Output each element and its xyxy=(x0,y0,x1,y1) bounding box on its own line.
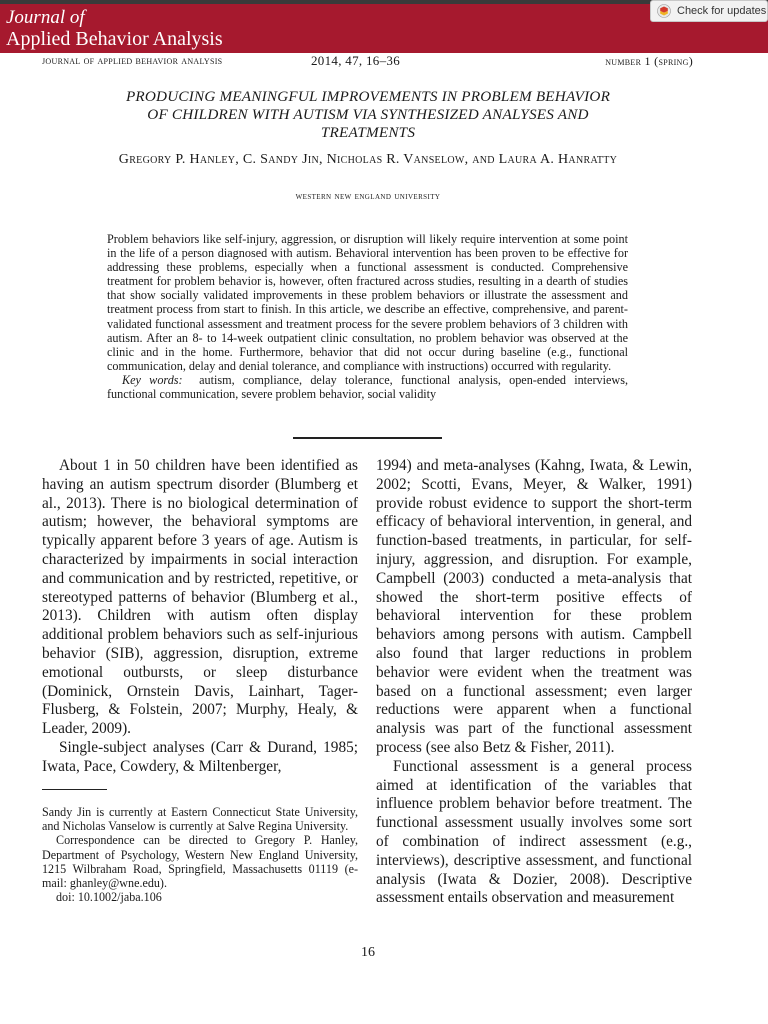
keywords-label: Key words: xyxy=(122,372,183,387)
article-authors: Gregory P. Hanley, C. Sandy Jin, Nicholas R. Vanselow, and Laura A. Hanratty xyxy=(118,152,618,167)
keywords xyxy=(107,373,628,401)
body-paragraph: 1994) and meta-analyses (Kahng, Iwata, & Lewin, 2002; Scotti, Evans, Meyer, & Walker, 1991) provide robust evidence to support the short-term efficacy of behavioral intervention, in general, and function-based treatments, in particular, for self-injury, aggression, and disruption. For example, Campbell (2003) conducted a meta-analysis that showed the short-term positive effects of behavioral intervention for these problem behaviors among persons with autism. Campbell also found that larger reductions in problem behavior were evident when the treatment was based on a functional assessment; even larger reductions were apparent when a functional analysis was part of the functional assessment process (see also Betz & Fisher, 2011). xyxy=(376,457,692,756)
footnote-correspondence: Correspondence can be directed to Gregory P. Hanley, Department of Psychology, Western New England University, 1215 Wilbraham Road, Springfield, Massachusetts 01119 (e-mail: ghanley@wne.edu). xyxy=(42,833,358,891)
journal-logo xyxy=(6,8,223,49)
running-head-journal: journal of applied behavior analysis xyxy=(42,55,223,67)
footnote-rule xyxy=(42,789,107,790)
check-for-updates-button[interactable] xyxy=(650,0,768,22)
crossmark-icon xyxy=(657,4,671,18)
section-divider xyxy=(293,437,442,439)
body-paragraph: Single-subject analyses (Carr & Durand, 1985; Iwata, Pace, Cowdery, & Miltenberger, xyxy=(42,738,358,775)
keywords-list: autism, compliance, delay tolerance, functional analysis, open-ended interviews, functional communication, severe problem behavior, social validity xyxy=(107,372,629,402)
page-number: 16 xyxy=(361,945,375,960)
check-for-updates-label: Check for updates xyxy=(677,5,767,17)
footnote-affiliation-note: Sandy Jin is currently at Eastern Connecticut State University, and Nicholas Vanselow is currently at Salve Regina University. xyxy=(42,805,358,834)
journal-logo-line1: Journal of xyxy=(6,7,85,28)
body-column-right xyxy=(376,457,692,908)
running-head-issue: number 1 (spring) xyxy=(605,54,693,68)
journal-logo-line2: Applied Behavior Analysis xyxy=(6,28,223,50)
footnote-doi: doi: 10.1002/jaba.106 xyxy=(56,890,162,905)
footnote xyxy=(42,805,358,904)
author-affiliation: western new england university xyxy=(295,191,441,202)
running-head-citation: 2014, 47, 16–36 xyxy=(311,53,400,68)
article-title: PRODUCING MEANINGFUL IMPROVEMENTS IN PROBLEM BEHAVIOR OF CHILDREN WITH AUTISM VIA SYNTHESIZED ANALYSES AND TREATMENTS xyxy=(125,88,611,141)
abstract xyxy=(107,232,628,401)
body-paragraph: Functional assessment is a general process aimed at identification of the variables that influence problem behavior before treatment. The functional assessment usually involves some sort of combination of indirect assessment (e.g., interviews), descriptive assessment, and functional analysis (Iwata & Dozier, 2008). Descriptive assessment entails observation and measurement xyxy=(376,757,692,907)
body-column-left xyxy=(42,457,358,777)
body-paragraph: About 1 in 50 children have been identified as having an autism spectrum disorder (Blumberg et al., 2013). There is no biological determination of autism; however, the behavioral symptoms are typically apparent before 3 years of age. Autism is characterized by impairments in social interaction and communication and by restricted, repetitive, or stereotyped patterns of behavior (Blumberg et al., 2013). Children with autism often display additional problem behaviors such as self-injurious behavior (SIB), aggression, disruption, extreme emotional outbursts, or sleep disturbance (Dominick, Ornstein Davis, Lainhart, Tager-Flusberg, & Folstein, 2007; Murphy, Healy, & Leader, 2009). xyxy=(42,457,358,738)
abstract-text: Problem behaviors like self-injury, aggression, or disruption will likely require intervention at some point in the life of a person diagnosed with autism. Behavioral intervention has been proven to be effective for addressing these problems, especially when a functional assessment is conducted. Comprehensive treatment for problem behavior is, however, often fractured across studies, resulting in a dearth of studies that show socially validated improvements in these problem behaviors or illustrate the assessment and treatment process from start to finish. In this article, we describe an effective, comprehensive, and parent-validated functional assessment and treatment process for the severe problem behaviors of 3 children with autism. After an 8- to 14-week outpatient clinic consultation, no problem behavior was observed at the clinic and in the home. Furthermore, behavior that did not occur during baseline (e.g., functional communication, delay and denial tolerance, and compliance with instructions) occurred with regularity. xyxy=(107,232,628,373)
